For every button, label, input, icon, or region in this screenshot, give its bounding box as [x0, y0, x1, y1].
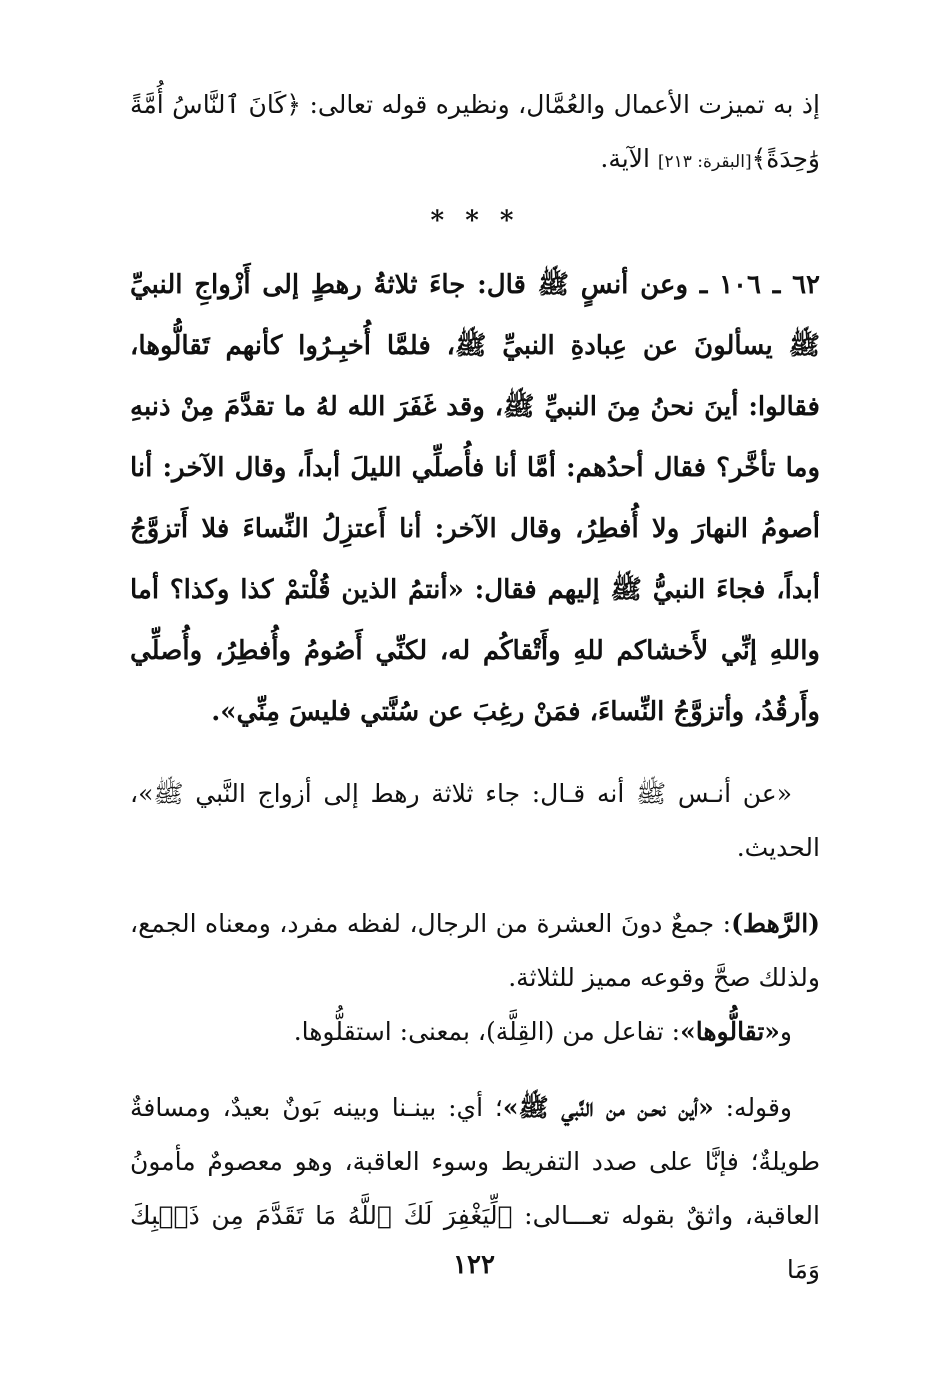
- term-rahṭ: (الرَّهط): [731, 909, 820, 938]
- page-body: [130, 78, 820, 1297]
- explanation-ayna-nahnu: ؛ أي: بينـنا وبينه بَونٌ بعيدٌ، ومسافةٌ طويلةٌ؛ فإنَّا على صدد التفريط وسوء العاقبة، وهو معصومٌ مأمونُ العاقبة، واثقٌ بقوله تعـــالى: ﴿لِّيَغْفِرَ لَكَ ٱللَّهُ مَا تَقَدَّمَ مِن ذَنۢبِكَ وَمَا: [130, 1093, 820, 1284]
- quran-reference: [البقرة: ٢١٣]: [657, 152, 752, 172]
- prefix-qawluhu: وقوله:: [713, 1093, 792, 1122]
- intro-text: إذ به تميزت الأعمال والعُمَّال، ونظيره قوله تعالى: ﴿كَانَ ٱلنَّاسُ أُمَّةً وَٰحِدَةً﴾: [130, 90, 820, 173]
- commentary-rahṭ: [130, 897, 820, 1005]
- page-number: ١٢٢: [453, 1250, 495, 1280]
- definition-rahṭ: : جمعٌ دونَ العشرة من الرجال، لفظه مفرد، ومعناه الجمع، ولذلك صحَّ وقوعه مميز للثلاثة.: [130, 909, 820, 992]
- commentary-taqalluha: [130, 1005, 820, 1059]
- intro-paragraph: [130, 78, 820, 189]
- prefix-waw: و: [779, 1017, 792, 1046]
- hadith-paragraph: ٦٢ ـ ١٠٦ ـ وعن أنسٍ ﷺ قال: جاءَ ثلاثةُ رهطٍ إلى أَزْواجِ النبيِّ ﷺ يسألونَ عن عِبادةِ النبيِّ ﷺ، فلمَّا أُخبِـرُوا كأنهم تَقالُّوها، فقالوا: أينَ نحنُ مِنَ النبيِّ ﷺ، وقد غَفَرَ الله لهُ ما تقدَّمَ مِنْ ذنبهِ وما تأخَّر؟ فقال أحدُهم: أمَّا أنا فأُصلِّي الليلَ أبداً، وقال الآخر: أنا أصومُ النهارَ ولا أُفطِرُ، وقال الآخر: أنا أَعتزِلُ النِّساءَ فلا أَتزوَّجُ أبداً، فجاءَ النبيُّ ﷺ إليهم فقال: «أنتمُ الذين قُلْتمْ كذا وكذا؟ أما واللهِ إنِّي لأَخشاكم للهِ وأَتْقاكُم له، لكنِّي أَصُومُ وأُفطِرُ، وأُصلِّي وأَرقُدُ، وأتزوَّجُ النِّساءَ، فمَنْ رغِبَ عن سُنَّتي فليسَ مِنِّي».: [130, 270, 820, 727]
- term-ayna-nahnu: «أين نحـن من النَّبي ﷺ»: [502, 1093, 714, 1122]
- commentary-intro: «عن أنـس ﷺ أنه قـال: جاء ثلاثة رهط إلى أزواج النَّبي ﷺ»، الحديث.: [130, 779, 820, 862]
- intro-tail: الآية.: [600, 144, 658, 173]
- definition-taqalluha: : تفاعل من (القِلَّة)، بمعنى: استقلُّوها.: [293, 1017, 681, 1046]
- section-separator: * * *: [430, 206, 520, 236]
- term-taqalluha: «تقالُّوها»: [680, 1017, 780, 1046]
